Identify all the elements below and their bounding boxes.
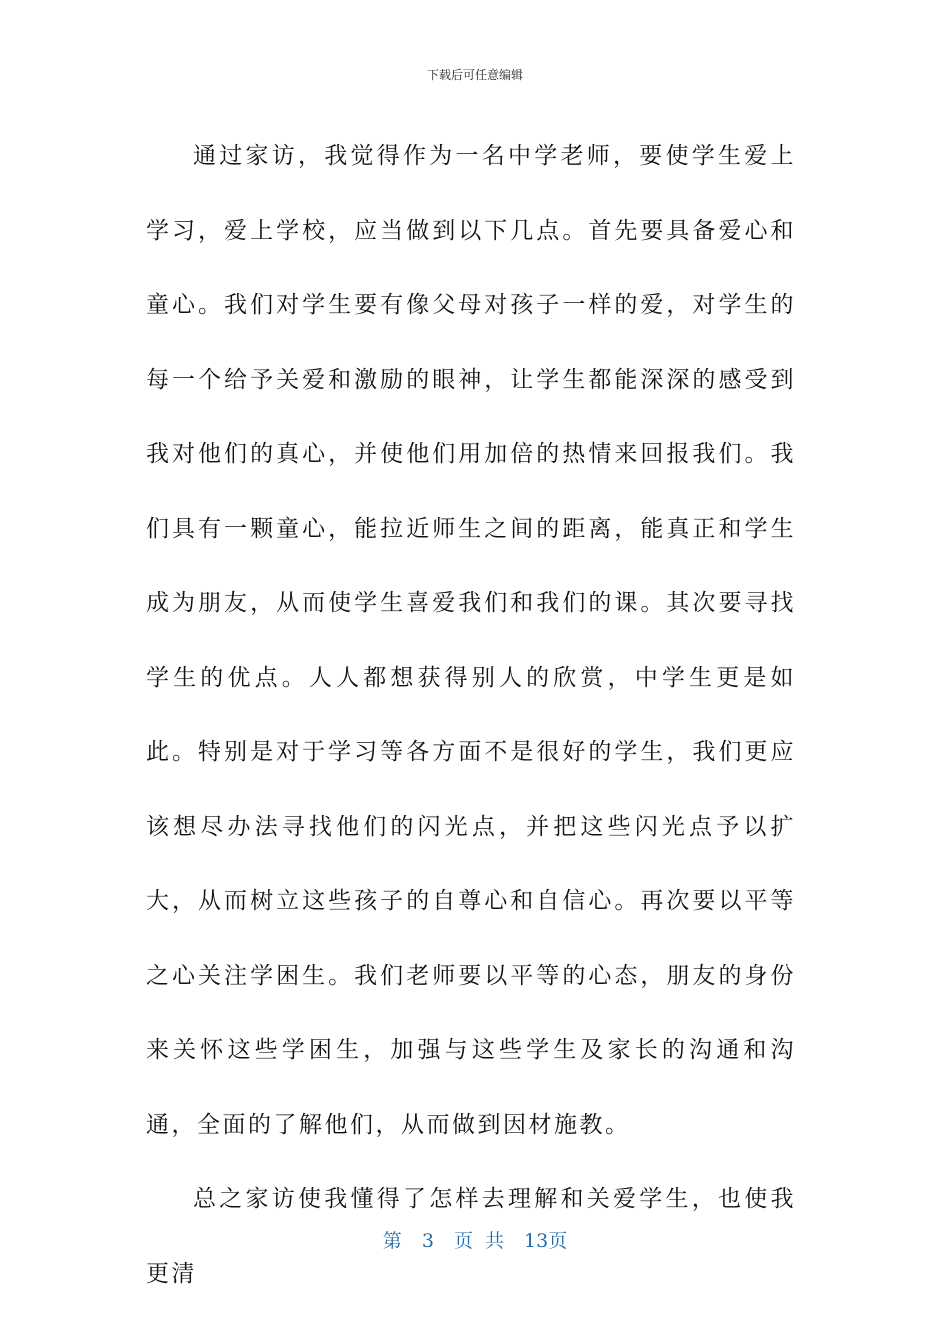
- footer-total-pages: 13页: [524, 1230, 568, 1252]
- document-body: [146, 119, 796, 1311]
- footer-current-page: 3: [421, 1230, 434, 1252]
- page-footer: [0, 1226, 950, 1253]
- footer-of-label: 页 共: [453, 1230, 504, 1252]
- footer-page-label: 第: [382, 1230, 402, 1252]
- body-paragraph: 通过家访，我觉得作为一名中学老师，要使学生爱上学习，爱上学校，应当做到以下几点。首先要具备爱心和童心。我们对学生要有像父母对孩子一样的爱，对学生的每一个给予关爱和激励的眼神，让学生都能深深的感受到我对他们的真心，并使他们用加倍的热情来回报我们。我们具有一颗童心，能拉近师生之间的距离，能真正和学生成为朋友，从而使学生喜爱我们和我们的课。其次要寻找学生的优点。人人都想获得别人的欣赏，中学生更是如此。特别是对于学习等各方面不是很好的学生，我们更应该想尽办法寻找他们的闪光点，并把这些闪光点予以扩大，从而树立这些孩子的自尊心和自信心。再次要以平等之心关注学困生。我们老师要以平等的心态，朋友的身份来关怀这些学困生，加强与这些学生及家长的沟通和沟通，全面的了解他们，从而做到因材施教。: [146, 143, 796, 1138]
- page-header: 下载后可任意编辑: [426, 68, 523, 82]
- body-paragraph: 总之家访使我懂得了怎样去理解和关爱学生，也使我更清: [146, 1186, 796, 1287]
